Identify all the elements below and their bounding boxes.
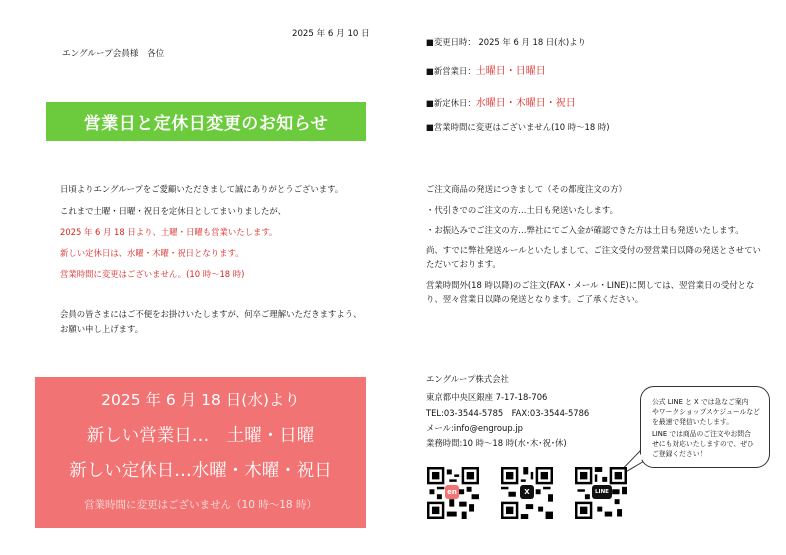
summary-closed-days: 新しい定休日…水曜・木曜・祝日 — [69, 461, 332, 481]
shipping-cod: ・代引きでのご注文の方…土日も発送いたします。 — [426, 205, 618, 215]
engroup-logo-icon: en — [445, 485, 459, 499]
shipping-rule-1: 尚、すでに弊社発送ルールといたしまして、ご注文受付の翌営業日以降の発送とさせてい — [426, 245, 761, 255]
shipping-after-hours-1: 営業時間外(18 時以降)のご注文(FAX・メール・LINE)に関しては、翌営業日の受付とな — [426, 280, 755, 290]
bubble-tail-cover — [628, 452, 648, 470]
notice-line-1: 2025 年 6 月 18 日より、土曜・日曜も営業いたします。 — [60, 227, 278, 237]
intro-text: 日頃よりエングループをご愛顧いただきまして誠にありがとうございます。 — [60, 184, 344, 194]
company-email: メール:info@engroup.jp — [426, 423, 523, 433]
new-business-value: 土曜日・日曜日 — [475, 66, 546, 77]
summary-hours: 営業時間に変更はございません（10 時～18 時） — [84, 499, 317, 511]
line-logo-icon: LINE — [592, 485, 612, 499]
bubble-line-1: 公式 LINE と X では急なご案内 — [652, 398, 749, 406]
new-business-label: ■新営業日： — [426, 66, 476, 76]
banner-title: 営業日と定休日変更のお知らせ — [83, 114, 329, 134]
bubble-line-5: せにも対応いたしますので、ぜひ — [652, 440, 754, 448]
bubble-line-2: やワークショップスケジュールなど — [652, 408, 760, 416]
previous-schedule-text: これまで土曜・日曜・祝日を定休日としてまいりましたが、 — [60, 206, 287, 216]
bubble-line-6: ご登録ください！ — [652, 450, 707, 458]
shipping-heading: ご注文商品の発送につきまして（その都度注文の方） — [426, 184, 627, 194]
shipping-transfer: ・お振込みでご注文の方…弊社にてご入金が確認できた方は土日も発送いたします。 — [426, 225, 744, 235]
document-date: 2025 年 6 月 10 日 — [292, 29, 370, 39]
company-name: エングループ株式会社 — [426, 374, 509, 384]
company-phone-fax: TEL:03-3544-5785 FAX:03-3544-5786 — [426, 408, 590, 418]
new-closed-value: 水曜日・木曜日・祝日 — [475, 98, 576, 109]
summary-box — [35, 377, 366, 528]
summary-business-days: 新しい営業日… 土曜・日曜 — [86, 426, 315, 446]
bubble-line-3: を最速で発信いたします。 — [652, 418, 734, 426]
change-date: ■変更日時： 2025 年 6 月 18 日(水)より — [426, 37, 586, 47]
notice-line-3: 営業時間に変更はございません。(10 時～18 時) — [60, 269, 245, 279]
company-hours: 業務時間:10 時～18 時(水･木･祝･休) — [426, 438, 567, 448]
shipping-rule-2: ただいております。 — [426, 259, 501, 269]
closing-line-2: お願い申し上げます。 — [60, 324, 144, 334]
new-closed-label: ■新定休日： — [426, 98, 476, 108]
closing-line-1: 会員の皆さまにはご不便をお掛けいたしますが、何卒ご理解いただきますよう、 — [60, 309, 362, 319]
x-logo-icon: X — [520, 485, 534, 499]
new-business-days — [426, 62, 546, 77]
new-closed-days — [426, 94, 576, 109]
notice-line-2: 新しい定休日は、水曜・木曜・祝日となります。 — [60, 248, 244, 258]
company-address: 東京都中央区銀座 7-17-18-706 — [426, 392, 548, 402]
shipping-after-hours-2: り、翌々営業日以降の発送となります。ご了承ください。 — [426, 294, 644, 304]
greeting: エングループ会員様 各位 — [62, 49, 165, 59]
summary-date: 2025 年 6 月 18 日(水)より — [101, 391, 300, 409]
notice-banner — [46, 102, 366, 141]
hours-note: ■営業時間に変更はございません(10 時～18 時) — [426, 122, 610, 132]
bubble-line-4: LINE では商品のご注文やお問合 — [652, 430, 751, 438]
